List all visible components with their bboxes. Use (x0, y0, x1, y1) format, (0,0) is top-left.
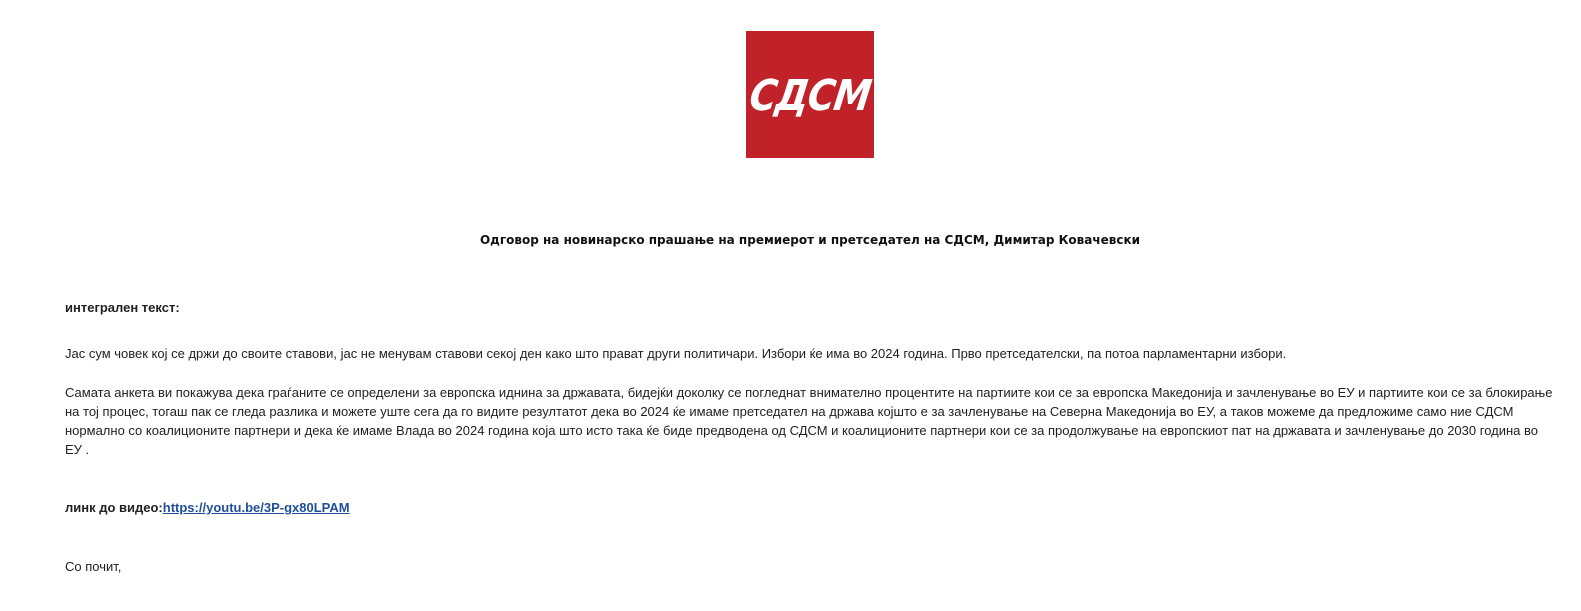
video-link-line (65, 500, 350, 515)
video-link[interactable]: https://youtu.be/3P-gx80LPAM (162, 500, 350, 515)
video-link-label: линк до видео: (65, 500, 163, 515)
logo-text: СДСМ (746, 70, 874, 121)
paragraph-1: Јас сум човек кој се држи до своите ставови, јас не менувам ставови секој ден како што прават други политичари. Избори ќе има во 2024 година. Прво претседателски, па потоа парламентарни избори. (65, 346, 1287, 361)
headline: Одговор на новинарско прашање на премиерот и претседател на СДСМ, Димитар Ковачевски (479, 233, 1140, 247)
sdsm-logo (746, 31, 874, 158)
paragraph-2: Самата анкета ви покажува дека граѓаните се определени за европска иднина за државата, бидејќи доколку се погледнат внимателно процентите на партиите кои се за европска Македонија и зачленување во ЕУ и партиите кои се за блокирање на тој процес, тогаш пак се гледа разлика и можете уште сега да го видите резултатот дека во 2024 ќе имаме претседател на држава којшто е за зачленување на Северна Македонија во ЕУ, а таков можеме да предложиме само ние СДСМ нормално со коалиционите партнери и дека ќе имаме Влада во 2024 година која што исто така ќе биде предводена од СДСМ и коалиционите партнери кои се за продолжување на европскиот пат на државата и зачленување до 2030 година во ЕУ . (65, 385, 1553, 457)
subhead: интегрален текст: (65, 300, 180, 315)
closing-text: Со почит, (65, 559, 122, 574)
